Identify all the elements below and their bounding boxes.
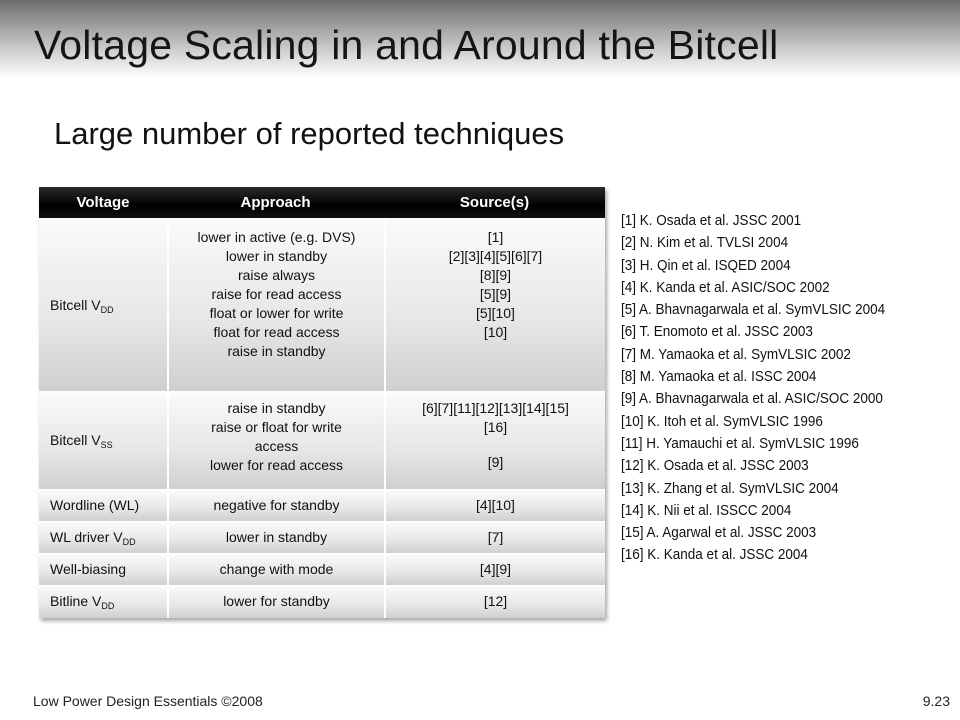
approach-cell xyxy=(167,491,384,521)
approach-item: raise or float for write xyxy=(211,419,342,435)
source-item: [9] xyxy=(487,454,504,470)
approach-item: negative for standby xyxy=(213,497,340,513)
source-item: [5][9] xyxy=(479,286,512,302)
voltage-label: WL driver $V_{DD}$ xyxy=(50,529,136,547)
reference-item: [7] M. Yamaoka et al. SymVLSIC 2002 xyxy=(621,345,851,363)
voltage-cell xyxy=(39,393,167,489)
approach-item: raise always xyxy=(237,267,316,283)
voltage-cell xyxy=(39,220,167,391)
reference-item: [6] T. Enomoto et al. JSSC 2003 xyxy=(621,323,813,341)
header-approach: Approach xyxy=(240,194,311,211)
reference-item: [10] K. Itoh et al. SymVLSIC 1996 xyxy=(621,412,823,430)
approach-item: access xyxy=(254,438,299,454)
approach-item: float for read access xyxy=(213,324,340,340)
reference-item: [12] K. Osada et al. JSSC 2003 xyxy=(621,457,809,475)
reference-item: [4] K. Kanda et al. ASIC/SOC 2002 xyxy=(621,278,830,296)
source-item: [5][10] xyxy=(476,305,515,321)
approach-item: lower in standby xyxy=(225,248,328,264)
source-item: [8][9] xyxy=(479,267,512,283)
sources-cell xyxy=(384,587,605,618)
source-item: [6][7][11][12][13][14][15] xyxy=(422,400,569,416)
footer-credit: Low Power Design Essentials ©2008 xyxy=(33,693,263,709)
approach-item: lower for read access xyxy=(209,457,344,473)
source-item: [10] xyxy=(483,324,508,340)
approach-item: raise in standby xyxy=(227,343,326,359)
reference-item: [14] K. Nii et al. ISSCC 2004 xyxy=(621,501,792,519)
approach-item: lower in standby xyxy=(225,529,328,545)
source-item: [16] xyxy=(483,419,508,435)
sources-cell xyxy=(384,220,605,391)
table-row xyxy=(39,391,605,489)
sources-cell xyxy=(384,491,605,521)
slide-number: 9.23 xyxy=(922,693,950,709)
reference-item: [5] A. Bhavnagarwala et al. SymVLSIC 2004 xyxy=(621,301,886,319)
reference-list xyxy=(621,210,915,567)
table-row xyxy=(39,218,605,391)
header-voltage: Voltage xyxy=(76,194,130,211)
header-sources: Source(s) xyxy=(459,194,530,211)
voltage-cell xyxy=(39,523,167,553)
approach-cell xyxy=(167,523,384,553)
voltage-label: Bitcell $V_{DD}$ xyxy=(50,296,114,315)
reference-item: [9] A. Bhavnagarwala et al. ASIC/SOC 2000 xyxy=(621,390,883,408)
source-item: [12] xyxy=(483,593,508,609)
table-row xyxy=(39,521,605,553)
approach-cell xyxy=(167,220,384,391)
slide-subtitle: Large number of reported techniques xyxy=(54,116,565,151)
table-row xyxy=(39,585,605,618)
voltage-label: Well-biasing xyxy=(50,561,126,577)
techniques-table xyxy=(39,187,605,618)
source-item: [2][3][4][5][6][7] xyxy=(448,248,543,264)
voltage-cell xyxy=(39,555,167,585)
approach-cell xyxy=(167,587,384,618)
reference-item: [15] A. Agarwal et al. JSSC 2003 xyxy=(621,524,817,542)
approach-cell xyxy=(167,555,384,585)
voltage-label: Wordline (WL) xyxy=(50,497,140,513)
source-item: [4][10] xyxy=(476,497,515,513)
voltage-cell xyxy=(39,491,167,521)
reference-item: [8] M. Yamaoka et al. ISSC 2004 xyxy=(621,368,817,386)
sources-cell xyxy=(384,523,605,553)
approach-item: raise in standby xyxy=(227,400,326,416)
reference-item: [11] H. Yamauchi et al. SymVLSIC 1996 xyxy=(621,434,859,452)
voltage-label: Bitcell $V_{SS}$ xyxy=(50,432,113,450)
voltage-cell xyxy=(39,587,167,618)
table-row xyxy=(39,553,605,585)
sources-cell xyxy=(384,393,605,489)
voltage-label: Bitline $V_{DD}$ xyxy=(50,593,115,611)
approach-cell xyxy=(167,393,384,489)
source-item: [1] xyxy=(487,229,504,245)
sources-cell xyxy=(384,555,605,585)
reference-item: [1] K. Osada et al. JSSC 2001 xyxy=(621,212,802,229)
reference-item: [13] K. Zhang et al. SymVLSIC 2004 xyxy=(621,479,839,497)
approach-item: raise for read access xyxy=(211,286,342,302)
source-item: [7] xyxy=(487,529,504,545)
slide-title: Voltage Scaling in and Around the Bitcell xyxy=(34,22,779,68)
approach-item: lower for standby xyxy=(223,593,330,609)
approach-item: lower in active (e.g. DVS) xyxy=(197,229,356,245)
approach-item: change with mode xyxy=(219,561,334,577)
source-item: [4][9] xyxy=(479,561,512,577)
reference-item: [3] H. Qin et al. ISQED 2004 xyxy=(621,256,791,274)
reference-item: [16] K. Kanda et al. JSSC 2004 xyxy=(621,546,808,564)
approach-item: float or lower for write xyxy=(209,305,344,321)
table-header-row xyxy=(39,187,605,218)
table-row xyxy=(39,489,605,521)
reference-item: [2] N. Kim et al. TVLSI 2004 xyxy=(621,234,789,252)
